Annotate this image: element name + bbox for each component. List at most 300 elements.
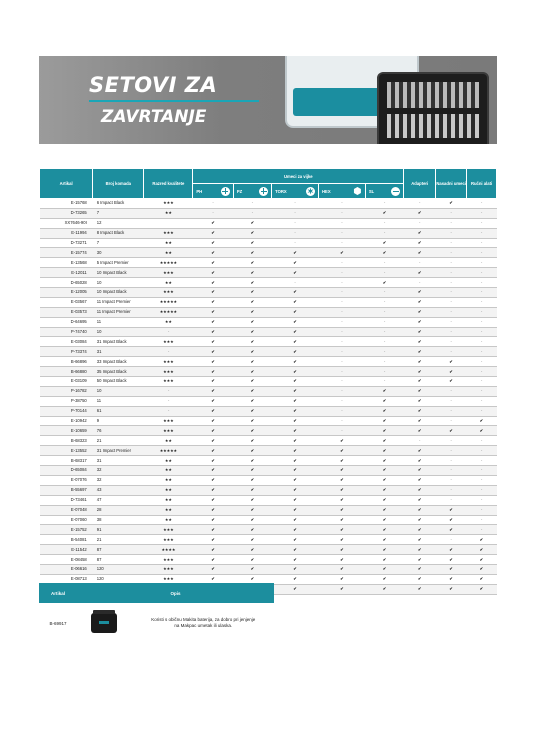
- cell-adapter: ✔: [404, 396, 436, 406]
- cell-quality: ★★: [144, 317, 193, 327]
- cell-quality: ★★: [144, 248, 193, 258]
- cell-sl: ✔: [365, 248, 403, 258]
- cell-artikl: E-13568: [40, 258, 93, 268]
- cell-nasadni: -: [436, 228, 467, 238]
- cell-artikl: E-15768: [40, 199, 93, 209]
- cell-artikl: E-08713: [40, 574, 93, 584]
- cell-artikl: D-73271: [40, 238, 93, 248]
- cell-count: 31: [93, 347, 144, 357]
- col-header-nasadni: Nasadni umeci: [436, 169, 467, 199]
- cell-sl: -: [365, 288, 403, 298]
- cell-torx: ✔: [272, 406, 319, 416]
- cell-pz: ✔: [233, 456, 271, 466]
- cell-count: 120: [93, 574, 144, 584]
- cell-torx: ✔: [272, 258, 319, 268]
- cell-torx: ✔: [272, 475, 319, 485]
- cell-adapter: ✔: [404, 238, 436, 248]
- cell-count: 30: [93, 248, 144, 258]
- table-row: [40, 466, 497, 476]
- cell-rucni: -: [467, 456, 497, 466]
- cell-torx: ✔: [272, 564, 319, 574]
- cell-ph: ✔: [193, 357, 233, 367]
- cell-pz: ✔: [233, 446, 271, 456]
- cell-rucni: -: [467, 297, 497, 307]
- cell-hex: ✔: [319, 505, 366, 515]
- cell-rucni: -: [467, 357, 497, 367]
- table-row: [40, 564, 497, 574]
- cell-pz: ✔: [233, 466, 271, 476]
- cell-adapter: ✔: [404, 297, 436, 307]
- banner-subtitle: ZAVRTANJE: [101, 107, 207, 127]
- table-row: [40, 317, 497, 327]
- cell-artikl: E-06616: [40, 564, 93, 574]
- cell-count: 120: [93, 564, 144, 574]
- cell-hex: -: [319, 426, 366, 436]
- cell-rucni: -: [467, 288, 497, 298]
- cell-quality: ★★★: [144, 367, 193, 377]
- cell-count: 31: [93, 456, 144, 466]
- col-header-group: Umeci za vijke: [193, 169, 404, 184]
- cell-rucni: -: [467, 268, 497, 278]
- cell-sl: -: [365, 357, 403, 367]
- cell-hex: ✔: [319, 525, 366, 535]
- cell-pz: ✔: [233, 505, 271, 515]
- cell-torx: ✔: [272, 426, 319, 436]
- cell-rucni: ✔: [467, 555, 497, 565]
- cell-sl: -: [365, 367, 403, 377]
- col-header-hex: HEX ⬢: [319, 184, 366, 199]
- cell-count: 8 Impact Black: [93, 228, 144, 238]
- cell-hex: -: [319, 297, 366, 307]
- cell-pz: ✔: [233, 396, 271, 406]
- banner-title: SETOVI ZA: [89, 73, 218, 97]
- cell-adapter: ✔: [404, 268, 436, 278]
- cell-pz: -: [233, 199, 271, 209]
- table-row: [40, 535, 497, 545]
- pozidriv-icon: [259, 187, 268, 196]
- cell-quality: ★★★★★: [144, 297, 193, 307]
- hex-icon: [353, 187, 362, 196]
- cell-rucni: -: [467, 505, 497, 515]
- cell-quality: ★★: [144, 208, 193, 218]
- cell-nasadni: -: [436, 297, 467, 307]
- cell-count: 6 Impact Black: [93, 199, 144, 209]
- cell-artikl: E-11994: [40, 228, 93, 238]
- cell-hex: ✔: [319, 515, 366, 525]
- cell-torx: ✔: [272, 337, 319, 347]
- cell-hex: ✔: [319, 456, 366, 466]
- cell-hex: ✔: [319, 248, 366, 258]
- cell-pz: ✔: [233, 317, 271, 327]
- cell-artikl: E-07060: [40, 515, 93, 525]
- cell-adapter: ✔: [404, 307, 436, 317]
- cell-ph: ✔: [193, 278, 233, 288]
- cell-ph: ✔: [193, 574, 233, 584]
- table-row: [40, 307, 497, 317]
- cell-rucni: -: [467, 218, 497, 228]
- cell-hex: -: [319, 377, 366, 387]
- cell-sl: -: [365, 337, 403, 347]
- cell-hex: ✔: [319, 535, 366, 545]
- cell-rucni: -: [467, 238, 497, 248]
- cell-quality: ★★: [144, 495, 193, 505]
- table-row: [40, 416, 497, 426]
- cell-count: 47: [93, 495, 144, 505]
- cell-quality: ★★: [144, 278, 193, 288]
- cell-artikl: E-07076: [40, 475, 93, 485]
- cell-torx: -: [272, 238, 319, 248]
- table-row: [40, 436, 497, 446]
- cell-hex: -: [319, 199, 366, 209]
- cell-sl: ✔: [365, 525, 403, 535]
- cell-sl: ✔: [365, 535, 403, 545]
- table-row: [40, 357, 497, 367]
- cell-sl: ✔: [365, 555, 403, 565]
- cell-pz: ✔: [233, 574, 271, 584]
- cell-count: 91: [93, 525, 144, 535]
- cell-sl: ✔: [365, 475, 403, 485]
- cell-torx: ✔: [272, 297, 319, 307]
- cell-artikl: E-03573: [40, 307, 93, 317]
- cell-hex: -: [319, 396, 366, 406]
- cell-pz: -: [233, 208, 271, 218]
- cell-adapter: ✔: [404, 386, 436, 396]
- cell-adapter: -: [404, 199, 436, 209]
- cell-quality: ★★★: [144, 337, 193, 347]
- cell-pz: ✔: [233, 386, 271, 396]
- cell-nasadni: -: [436, 416, 467, 426]
- cell-rucni: ✔: [467, 545, 497, 555]
- cell-sl: -: [365, 218, 403, 228]
- cell-nasadni: -: [436, 288, 467, 298]
- cell-ph: ✔: [193, 337, 233, 347]
- cell-artikl: E-15752: [40, 525, 93, 535]
- cell-ph: ✔: [193, 545, 233, 555]
- torx-icon: [306, 187, 315, 196]
- cell-sl: ✔: [365, 406, 403, 416]
- cell-rucni: ✔: [467, 574, 497, 584]
- cell-pz: ✔: [233, 278, 271, 288]
- cell-count: 9: [93, 416, 144, 426]
- cell-adapter: ✔: [404, 535, 436, 545]
- cell-torx: ✔: [272, 535, 319, 545]
- cell-ph: ✔: [193, 377, 233, 387]
- cell-nasadni: -: [436, 446, 467, 456]
- hero-banner: [39, 56, 497, 144]
- cell-nasadni: -: [436, 248, 467, 258]
- cell-artikl: E-03084: [40, 337, 93, 347]
- cell-nasadni: -: [436, 535, 467, 545]
- cell-torx: ✔: [272, 495, 319, 505]
- cell-ph: ✔: [193, 228, 233, 238]
- cell-nasadni: ✔: [436, 515, 467, 525]
- cell-artikl: B-55697: [40, 485, 93, 495]
- cell-nasadni: ✔: [436, 545, 467, 555]
- cell-torx: ✔: [272, 367, 319, 377]
- cell-hex: -: [319, 406, 366, 416]
- cell-torx: ✔: [272, 416, 319, 426]
- cell-rucni: -: [467, 485, 497, 495]
- cell-sl: ✔: [365, 505, 403, 515]
- table-row: [40, 258, 497, 268]
- cell-quality: ★★★: [144, 228, 193, 238]
- cell-sl: -: [365, 297, 403, 307]
- cell-torx: ✔: [272, 357, 319, 367]
- cell-quality: [144, 218, 193, 228]
- cell-ph: ✔: [193, 218, 233, 228]
- cell-adapter: ✔: [404, 208, 436, 218]
- cell-rucni: ✔: [467, 564, 497, 574]
- cell-nasadni: -: [436, 396, 467, 406]
- table-row: [40, 218, 497, 228]
- cell-torx: ✔: [272, 485, 319, 495]
- cell-rucni: -: [467, 406, 497, 416]
- cell-nasadni: ✔: [436, 525, 467, 535]
- cell-adapter: -: [404, 218, 436, 228]
- cell-rucni: -: [467, 396, 497, 406]
- cell-count: 11 Impact Premier: [93, 297, 144, 307]
- cell-count: 61: [93, 406, 144, 416]
- col-header-artikl: Artikal: [40, 169, 93, 199]
- cell-nasadni: -: [436, 475, 467, 485]
- cell-rucni: -: [467, 446, 497, 456]
- cell-artikl: E-08458: [40, 555, 93, 565]
- cell-sl: -: [365, 377, 403, 387]
- cell-adapter: ✔: [404, 574, 436, 584]
- cell-torx: ✔: [272, 505, 319, 515]
- cell-torx: ✔: [272, 436, 319, 446]
- cell-torx: ✔: [272, 268, 319, 278]
- cell-artikl: E-10659: [40, 426, 93, 436]
- table-row: [40, 297, 497, 307]
- table-row: [40, 426, 497, 436]
- cell-hex: -: [319, 347, 366, 357]
- cell-nasadni: ✔: [436, 584, 467, 594]
- cell-adapter: ✔: [404, 426, 436, 436]
- table-body: [40, 199, 497, 595]
- table-row: [40, 288, 497, 298]
- cell-hex: -: [319, 218, 366, 228]
- cell-torx: ✔: [272, 446, 319, 456]
- cell-nasadni: -: [436, 218, 467, 228]
- cell-sl: -: [365, 199, 403, 209]
- cell-quality: ★★★: [144, 426, 193, 436]
- cell-artikl: E-12005: [40, 288, 93, 298]
- cell-artikl: XX7646-90I: [40, 218, 93, 228]
- cell-rucni: -: [467, 327, 497, 337]
- cell-hex: ✔: [319, 495, 366, 505]
- table-row: [40, 367, 497, 377]
- cell-torx: -: [272, 228, 319, 238]
- cell-artikl: D-73265: [40, 208, 93, 218]
- cell-adapter: ✔: [404, 485, 436, 495]
- cell-rucni: ✔: [467, 416, 497, 426]
- cell-adapter: ✔: [404, 584, 436, 594]
- cell-ph: ✔: [193, 564, 233, 574]
- cell-ph: ✔: [193, 288, 233, 298]
- cell-quality: ★★★★: [144, 545, 193, 555]
- cell-count: 87: [93, 555, 144, 565]
- cell-quality: -: [144, 386, 193, 396]
- cell-rucni: -: [467, 317, 497, 327]
- cell-ph: ✔: [193, 495, 233, 505]
- cell-pz: ✔: [233, 268, 271, 278]
- cell-ph: ✔: [193, 456, 233, 466]
- cell-torx: -: [272, 199, 319, 209]
- cell-adapter: ✔: [404, 505, 436, 515]
- cell-pz: ✔: [233, 525, 271, 535]
- cell-quality: ★★: [144, 475, 193, 485]
- cell-pz: ✔: [233, 475, 271, 485]
- cell-torx: -: [272, 218, 319, 228]
- cell-adapter: ✔: [404, 525, 436, 535]
- cell-count: 7: [93, 238, 144, 248]
- cell-adapter: ✔: [404, 288, 436, 298]
- cell-count: 31 Impact Premier: [93, 446, 144, 456]
- cell-quality: ★★: [144, 238, 193, 248]
- table-row: [40, 377, 497, 387]
- cell-artikl: D-65084: [40, 466, 93, 476]
- cell-hex: -: [319, 288, 366, 298]
- cell-adapter: ✔: [404, 406, 436, 416]
- table-row: [40, 268, 497, 278]
- cell-hex: -: [319, 268, 366, 278]
- cell-artikl: E-13552: [40, 446, 93, 456]
- cell-sl: ✔: [365, 564, 403, 574]
- table-row: [40, 515, 497, 525]
- cell-nasadni: ✔: [436, 199, 467, 209]
- cell-rucni: ✔: [467, 584, 497, 594]
- cell-nasadni: ✔: [436, 574, 467, 584]
- cell-torx: -: [272, 278, 319, 288]
- cell-quality: ★★★: [144, 268, 193, 278]
- cell-rucni: -: [467, 228, 497, 238]
- cell-artikl: P-73374: [40, 347, 93, 357]
- cell-hex: ✔: [319, 564, 366, 574]
- cell-artikl: E-15774: [40, 248, 93, 258]
- cell-sl: ✔: [365, 584, 403, 594]
- cell-artikl: B-54081: [40, 535, 93, 545]
- cell-rucni: -: [467, 466, 497, 476]
- cell-nasadni: -: [436, 456, 467, 466]
- cell-ph: -: [193, 208, 233, 218]
- table-row: [40, 555, 497, 565]
- cell-pz: ✔: [233, 406, 271, 416]
- table-row: [40, 545, 497, 555]
- cell-hex: -: [319, 208, 366, 218]
- cell-artikl: P-74740: [40, 327, 93, 337]
- cell-torx: ✔: [272, 386, 319, 396]
- cell-torx: ✔: [272, 574, 319, 584]
- cell-nasadni: -: [436, 495, 467, 505]
- cell-torx: ✔: [272, 525, 319, 535]
- cell-quality: ★★★: [144, 555, 193, 565]
- col-header-rucni: Ručni alati: [467, 169, 497, 199]
- cell-quality: ★★: [144, 505, 193, 515]
- product-case-image-black: [377, 72, 489, 144]
- cell-hex: ✔: [319, 436, 366, 446]
- cell-adapter: ✔: [404, 377, 436, 387]
- cell-torx: ✔: [272, 584, 319, 594]
- cell-adapter: ✔: [404, 456, 436, 466]
- cell-count: 43: [93, 485, 144, 495]
- cell-count: 10 Impact Black: [93, 268, 144, 278]
- cell-hex: -: [319, 357, 366, 367]
- cell-pz: ✔: [233, 515, 271, 525]
- cell-hex: ✔: [319, 475, 366, 485]
- cell-quality: ★★★★★: [144, 307, 193, 317]
- cell-rucni: -: [467, 258, 497, 268]
- acc-artikl: B-69917: [49, 620, 67, 626]
- cell-rucni: -: [467, 367, 497, 377]
- cell-torx: ✔: [272, 396, 319, 406]
- cell-nasadni: ✔: [436, 357, 467, 367]
- cell-rucni: -: [467, 248, 497, 258]
- cell-rucni: -: [467, 377, 497, 387]
- cell-nasadni: -: [436, 386, 467, 396]
- col-header-sl: SL: [365, 184, 403, 199]
- table-row: [40, 446, 497, 456]
- cell-adapter: ✔: [404, 347, 436, 357]
- cell-quality: -: [144, 347, 193, 357]
- cell-ph: ✔: [193, 535, 233, 545]
- cell-quality: ★★★: [144, 574, 193, 584]
- cell-nasadni: -: [436, 208, 467, 218]
- cell-ph: ✔: [193, 347, 233, 357]
- cell-artikl: E-10942: [40, 416, 93, 426]
- cell-pz: ✔: [233, 337, 271, 347]
- col-header-torx: TORX ✶: [272, 184, 319, 199]
- cell-torx: ✔: [272, 515, 319, 525]
- cell-count: 32: [93, 466, 144, 476]
- cell-adapter: ✔: [404, 416, 436, 426]
- table-row: [40, 327, 497, 337]
- cell-nasadni: -: [436, 258, 467, 268]
- cell-count: 11: [93, 317, 144, 327]
- cell-artikl: E-12011: [40, 268, 93, 278]
- cell-pz: ✔: [233, 377, 271, 387]
- cell-adapter: ✔: [404, 515, 436, 525]
- cell-count: 33 Impact Black: [93, 357, 144, 367]
- cell-hex: -: [319, 327, 366, 337]
- cell-sl: ✔: [365, 446, 403, 456]
- cell-ph: ✔: [193, 238, 233, 248]
- phillips-icon: [221, 187, 230, 196]
- cell-rucni: -: [467, 278, 497, 288]
- cell-count: 31 Impact Black: [93, 337, 144, 347]
- cell-nasadni: -: [436, 436, 467, 446]
- cell-count: 21: [93, 436, 144, 446]
- cell-adapter: -: [404, 436, 436, 446]
- cell-sl: ✔: [365, 426, 403, 436]
- cell-torx: ✔: [272, 248, 319, 258]
- cell-torx: ✔: [272, 327, 319, 337]
- cell-ph: ✔: [193, 525, 233, 535]
- table-row: [40, 456, 497, 466]
- cell-pz: ✔: [233, 248, 271, 258]
- cell-rucni: -: [467, 515, 497, 525]
- cell-count: 11 Impact Premier: [93, 307, 144, 317]
- cell-pz: ✔: [233, 367, 271, 377]
- cell-artikl: E-07048: [40, 505, 93, 515]
- cell-sl: ✔: [365, 436, 403, 446]
- cell-quality: -: [144, 327, 193, 337]
- cell-pz: ✔: [233, 288, 271, 298]
- cell-sl: -: [365, 307, 403, 317]
- cell-pz: ✔: [233, 416, 271, 426]
- cell-hex: -: [319, 307, 366, 317]
- cell-sl: ✔: [365, 485, 403, 495]
